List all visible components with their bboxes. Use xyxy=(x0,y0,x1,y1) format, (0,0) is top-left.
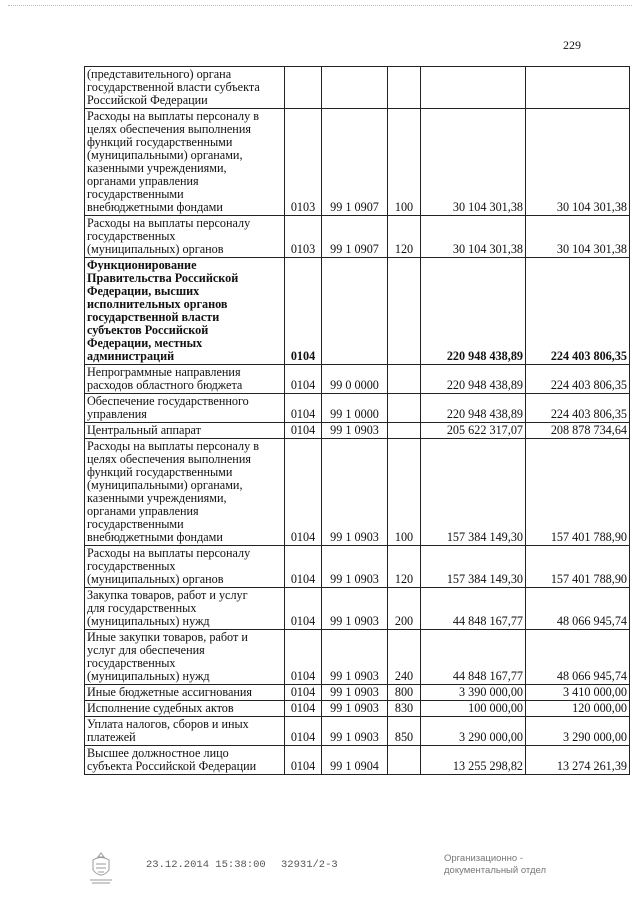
row-sum-second: 13 274 261,39 xyxy=(526,746,630,775)
row-article: 99 1 0903 xyxy=(322,588,388,630)
row-name: Иные закупки товаров, работ и услуг для обеспечения государственных (муниципальных) нужд xyxy=(85,630,285,685)
row-article xyxy=(322,258,388,365)
row-expense-type: 830 xyxy=(388,701,421,717)
row-name: Расходы на выплаты персоналу государственных (муниципальных) органов xyxy=(85,546,285,588)
row-expense-type: 100 xyxy=(388,109,421,216)
row-sum-second xyxy=(526,67,630,109)
row-name: Расходы на выплаты персоналу государственных (муниципальных) органов xyxy=(85,216,285,258)
row-sum-second: 3 410 000,00 xyxy=(526,685,630,701)
row-name: Обеспечение государственного управления xyxy=(85,394,285,423)
table-row xyxy=(85,717,630,746)
row-name: Расходы на выплаты персоналу в целях обеспечения выполнения функций государственными (муниципальными) органами, казенными учреждениями, органами управления государственными внебюджетными фондами xyxy=(85,109,285,216)
row-section: 0104 xyxy=(285,701,322,717)
row-article xyxy=(322,67,388,109)
row-sum-first: 100 000,00 xyxy=(421,701,526,717)
budget-table-body xyxy=(85,67,630,775)
row-sum-second: 30 104 301,38 xyxy=(526,109,630,216)
page-number: 229 xyxy=(563,38,581,52)
table-row xyxy=(85,394,630,423)
row-expense-type: 100 xyxy=(388,439,421,546)
row-article: 99 1 0907 xyxy=(322,109,388,216)
row-article: 99 1 0903 xyxy=(322,630,388,685)
table-row xyxy=(85,746,630,775)
row-section: 0104 xyxy=(285,588,322,630)
footer-org-line1: Организационно - xyxy=(444,853,524,864)
row-section: 0104 xyxy=(285,365,322,394)
row-section: 0104 xyxy=(285,394,322,423)
row-article: 99 1 0904 xyxy=(322,746,388,775)
row-article: 99 1 0903 xyxy=(322,717,388,746)
row-sum-first: 3 390 000,00 xyxy=(421,685,526,701)
row-article: 99 0 0000 xyxy=(322,365,388,394)
row-article: 99 1 0903 xyxy=(322,423,388,439)
row-section: 0104 xyxy=(285,546,322,588)
table-row xyxy=(85,701,630,717)
table-row xyxy=(85,685,630,701)
footer-stamp xyxy=(444,853,546,877)
row-name: Функционирование Правительства Российской Федерации, высших исполнительных органов государственной власти субъектов Российской Федерации, местных администраций xyxy=(85,258,285,365)
top-scan-line xyxy=(8,5,632,6)
table-row xyxy=(85,588,630,630)
budget-table xyxy=(84,66,630,775)
table-row xyxy=(85,67,630,109)
row-section: 0104 xyxy=(285,630,322,685)
row-section: 0103 xyxy=(285,109,322,216)
row-expense-type xyxy=(388,258,421,365)
footer-document-number: 32931/2-3 xyxy=(281,859,338,871)
row-name: Непрограммные направления расходов областного бюджета xyxy=(85,365,285,394)
row-article: 99 1 0907 xyxy=(322,216,388,258)
row-section: 0104 xyxy=(285,746,322,775)
row-section: 0104 xyxy=(285,258,322,365)
table-row xyxy=(85,423,630,439)
row-expense-type: 850 xyxy=(388,717,421,746)
table-row xyxy=(85,439,630,546)
row-article: 99 1 0903 xyxy=(322,685,388,701)
row-expense-type xyxy=(388,423,421,439)
row-expense-type: 120 xyxy=(388,546,421,588)
row-name: Исполнение судебных актов xyxy=(85,701,285,717)
row-sum-second: 224 403 806,35 xyxy=(526,365,630,394)
row-sum-second: 3 290 000,00 xyxy=(526,717,630,746)
row-expense-type xyxy=(388,67,421,109)
row-sum-first: 157 384 149,30 xyxy=(421,546,526,588)
row-expense-type: 240 xyxy=(388,630,421,685)
row-sum-second: 48 066 945,74 xyxy=(526,588,630,630)
row-name: Уплата налогов, сборов и иных платежей xyxy=(85,717,285,746)
row-expense-type: 200 xyxy=(388,588,421,630)
row-sum-second: 30 104 301,38 xyxy=(526,216,630,258)
row-sum-second: 157 401 788,90 xyxy=(526,439,630,546)
row-sum-first: 220 948 438,89 xyxy=(421,258,526,365)
table-row xyxy=(85,365,630,394)
table-row xyxy=(85,109,630,216)
row-article: 99 1 0903 xyxy=(322,701,388,717)
row-section xyxy=(285,67,322,109)
row-name: (представительного) органа государственной власти субъекта Российской Федерации xyxy=(85,67,285,109)
table-row xyxy=(85,258,630,365)
row-sum-second: 224 403 806,35 xyxy=(526,394,630,423)
footer-org-line2: документальный отдел xyxy=(444,865,546,876)
row-sum-second: 157 401 788,90 xyxy=(526,546,630,588)
row-sum-second: 208 878 734,64 xyxy=(526,423,630,439)
row-section: 0104 xyxy=(285,717,322,746)
coat-of-arms-icon xyxy=(86,850,116,886)
row-sum-first: 30 104 301,38 xyxy=(421,109,526,216)
row-expense-type xyxy=(388,365,421,394)
row-article: 99 1 0000 xyxy=(322,394,388,423)
table-row xyxy=(85,630,630,685)
row-sum-first: 44 848 167,77 xyxy=(421,588,526,630)
table-row xyxy=(85,216,630,258)
row-section: 0104 xyxy=(285,423,322,439)
footer-datetime: 23.12.2014 15:38:00 xyxy=(146,859,266,871)
table-row xyxy=(85,546,630,588)
row-sum-second: 120 000,00 xyxy=(526,701,630,717)
row-sum-first xyxy=(421,67,526,109)
row-section: 0104 xyxy=(285,685,322,701)
row-expense-type xyxy=(388,394,421,423)
row-sum-first: 30 104 301,38 xyxy=(421,216,526,258)
row-sum-first: 220 948 438,89 xyxy=(421,394,526,423)
row-article: 99 1 0903 xyxy=(322,439,388,546)
row-article: 99 1 0903 xyxy=(322,546,388,588)
row-name: Закупка товаров, работ и услуг для государственных (муниципальных) нужд xyxy=(85,588,285,630)
row-sum-first: 220 948 438,89 xyxy=(421,365,526,394)
row-name: Центральный аппарат xyxy=(85,423,285,439)
row-sum-first: 13 255 298,82 xyxy=(421,746,526,775)
row-sum-first: 205 622 317,07 xyxy=(421,423,526,439)
row-sum-second: 48 066 945,74 xyxy=(526,630,630,685)
row-expense-type: 120 xyxy=(388,216,421,258)
row-expense-type xyxy=(388,746,421,775)
row-sum-first: 44 848 167,77 xyxy=(421,630,526,685)
row-sum-second: 224 403 806,35 xyxy=(526,258,630,365)
row-section: 0104 xyxy=(285,439,322,546)
row-expense-type: 800 xyxy=(388,685,421,701)
row-sum-first: 157 384 149,30 xyxy=(421,439,526,546)
row-name: Расходы на выплаты персоналу в целях обеспечения выполнения функций государственными (муниципальными) органами, казенными учреждениями, органами управления государственными внебюджетными фондами xyxy=(85,439,285,546)
row-section: 0103 xyxy=(285,216,322,258)
row-name: Иные бюджетные ассигнования xyxy=(85,685,285,701)
row-name: Высшее должностное лицо субъекта Российской Федерации xyxy=(85,746,285,775)
row-sum-first: 3 290 000,00 xyxy=(421,717,526,746)
